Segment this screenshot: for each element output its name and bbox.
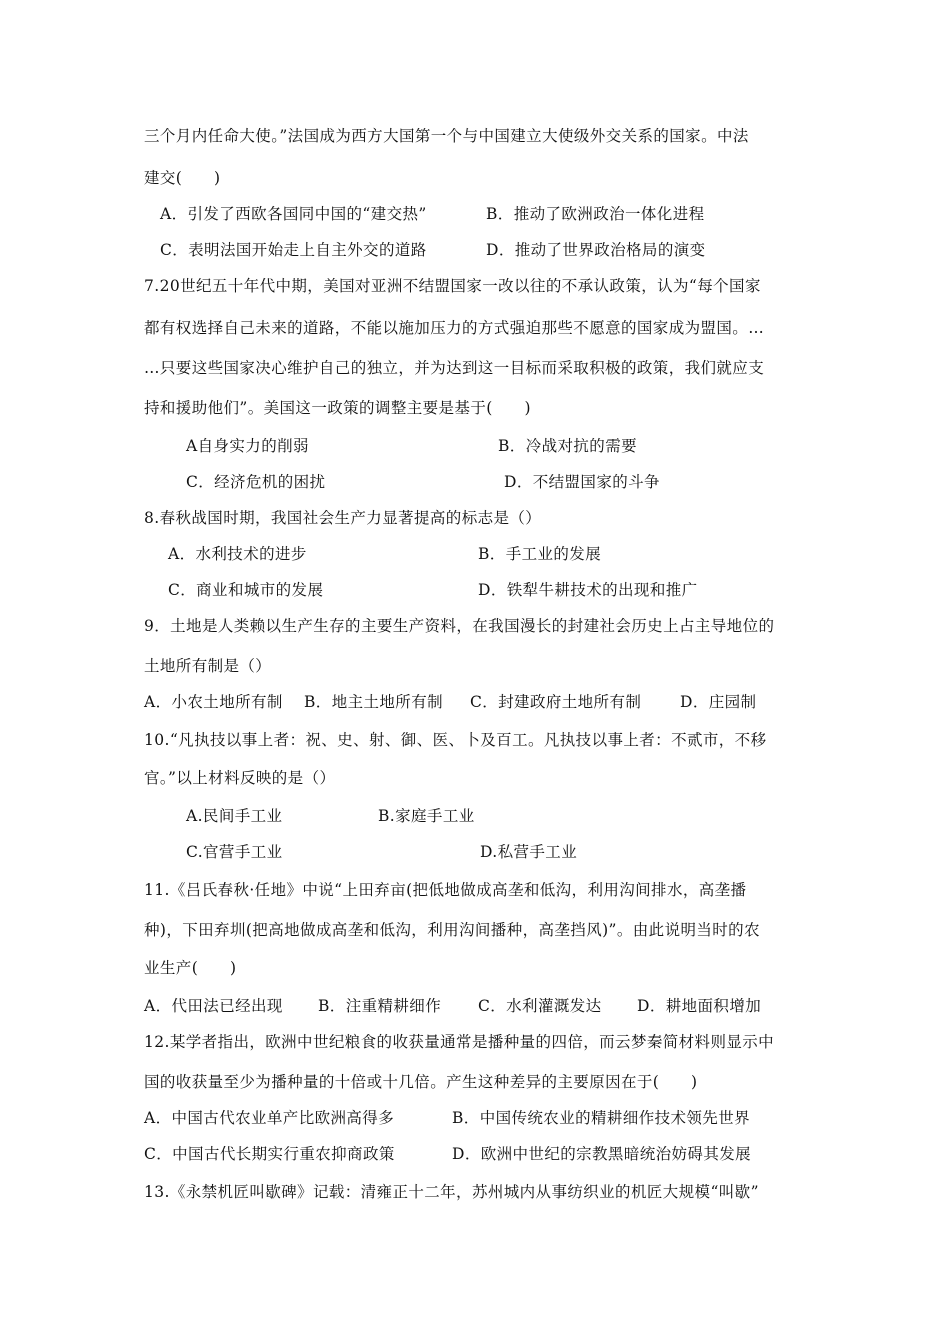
- question-11-option-b: B．注重精耕细作: [318, 997, 442, 1015]
- question-7-stem-line-3: …只要这些国家决心维护自己的独立，并为达到这一目标而采取积极的政策，我们就应支: [144, 359, 765, 377]
- question-7-stem-line-2: 都有权选择自己未来的道路，不能以施加压力的方式强迫那些不愿意的国家成为盟国。…: [144, 319, 765, 337]
- question-9-option-c: C．封建政府土地所有制: [470, 693, 642, 711]
- question-11-option-c: C．水利灌溉发达: [478, 997, 602, 1015]
- question-11-option-a: A．代田法已经出现: [144, 997, 283, 1015]
- question-7-stem-line-1: 7.20世纪五十年代中期，美国对亚洲不结盟国家一改以往的不承认政策，认为“每个国家: [144, 277, 761, 295]
- question-11-stem-line-1: 11.《吕氏春秋·任地》中说“上田弃亩(把低地做成高垄和低沟，利用沟间排水，高垄播: [144, 881, 747, 899]
- question-10-option-c: C.官营手工业: [186, 843, 283, 861]
- question-8-option-c: C．商业和城市的发展: [168, 581, 324, 599]
- question-10-option-d: D.私营手工业: [480, 843, 578, 861]
- question-11-stem-line-3: 业生产( ): [144, 959, 237, 977]
- question-11-option-d: D．耕地面积增加: [637, 997, 762, 1015]
- question-6-stem-line-1: 三个月内任命大使。”法国成为西方大国第一个与中国建立大使级外交关系的国家。中法: [144, 127, 749, 145]
- question-11-stem-line-2: 种)，下田弃圳(把高地做成高垄和低沟，利用沟间播种，高垄挡风)”。由此说明当时的农: [144, 921, 760, 939]
- question-7-option-b: B．冷战对抗的需要: [498, 437, 637, 455]
- question-7-stem-line-4: 持和援助他们”。美国这一政策的调整主要是基于( ): [144, 399, 531, 417]
- question-12-option-c: C．中国古代长期实行重农抑商政策: [144, 1145, 395, 1163]
- question-7-option-a: A自身实力的削弱: [186, 437, 309, 455]
- question-7-option-c: C．经济危机的困扰: [186, 473, 326, 491]
- question-8-option-d: D．铁犁牛耕技术的出现和推广: [478, 581, 698, 599]
- question-6-option-c: C．表明法国开始走上自主外交的道路: [160, 241, 427, 259]
- question-9-option-d: D．庄园制: [680, 693, 757, 711]
- question-7-option-d: D．不结盟国家的斗争: [504, 473, 660, 491]
- question-9-option-a: A．小农土地所有制: [144, 693, 283, 711]
- question-8-option-a: A．水利技术的进步: [168, 545, 307, 563]
- question-13-stem-line-1: 13.《永禁机匠叫歇碑》记载：清雍正十二年，苏州城内从事纺织业的机匠大规模“叫歇”: [144, 1183, 759, 1201]
- question-12-stem-line-2: 国的收获量至少为播种量的十倍或十几倍。产生这种差异的主要原因在于( ): [144, 1073, 698, 1091]
- question-12-option-a: A．中国古代农业单产比欧洲高得多: [144, 1109, 395, 1127]
- question-8-option-b: B．手工业的发展: [478, 545, 602, 563]
- question-6-option-d: D．推动了世界政治格局的演变: [486, 241, 706, 259]
- question-12-option-d: D．欧洲中世纪的宗教黑暗统治妨碍其发展: [452, 1145, 752, 1163]
- question-6-option-b: B．推动了欧洲政治一体化进程: [486, 205, 705, 223]
- question-10-option-b: B.家庭手工业: [378, 807, 475, 825]
- question-12-stem-line-1: 12.某学者指出，欧洲中世纪粮食的收获量通常是播种量的四倍，而云梦秦简材料则显示中: [144, 1033, 775, 1051]
- question-6-stem-line-2: 建交( ): [144, 169, 221, 187]
- question-9-option-b: B．地主土地所有制: [304, 693, 443, 711]
- question-12-option-b: B．中国传统农业的精耕细作技术领先世界: [452, 1109, 750, 1127]
- question-6-option-a: A．引发了西欧各国同中国的“建交热”: [160, 205, 427, 223]
- question-8-stem: 8.春秋战国时期，我国社会生产力显著提高的标志是（）: [144, 509, 542, 527]
- question-10-stem-line-2: 官。”以上材料反映的是（）: [144, 769, 336, 787]
- question-10-option-a: A.民间手工业: [186, 807, 283, 825]
- question-9-stem-line-1: 9．土地是人类赖以生产生存的主要生产资料，在我国漫长的封建社会历史上占主导地位的: [144, 617, 775, 635]
- question-10-stem-line-1: 10.“凡执技以事上者：祝、史、射、御、医、卜及百工。凡执技以事上者：不贰市，不移: [144, 731, 767, 749]
- question-9-stem-line-2: 土地所有制是（）: [144, 657, 272, 675]
